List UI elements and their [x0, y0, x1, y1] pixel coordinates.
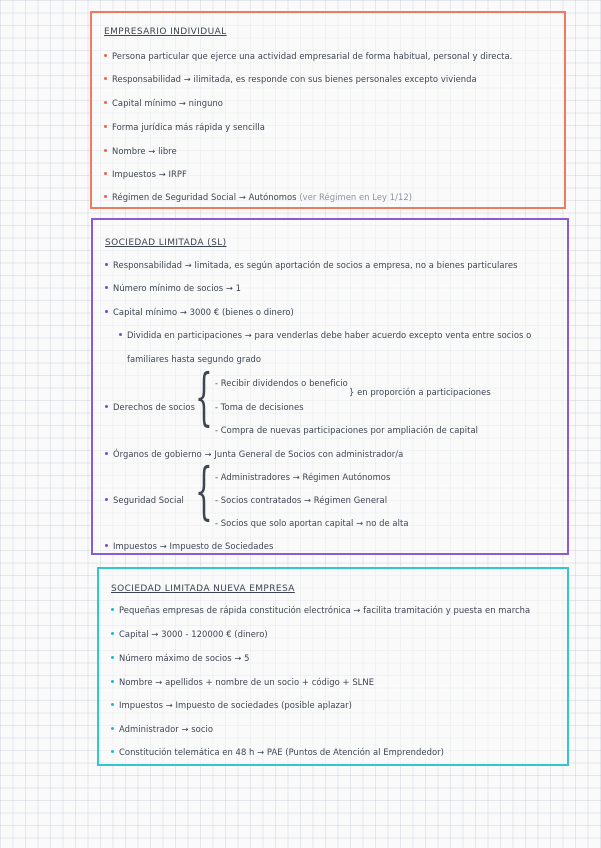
slne-item: Administrador → socio — [111, 724, 213, 734]
empresario-item: Responsabilidad → ilimitada, es responde con sus bienes personales excepto vivienda — [104, 74, 477, 84]
slne-item: Número máximo de socios → 5 — [111, 653, 250, 663]
empresario-note: (ver Régimen en Ley 1/12) — [299, 192, 413, 202]
empresario-item: Forma jurídica más rápida y sencilla — [104, 122, 265, 132]
slne-item: Nombre → apellidos + nombre de un socio + código + SLNE — [111, 677, 374, 687]
sl-item: Órganos de gobierno → Junta General de Socios con administrador/a — [105, 449, 403, 459]
slne-item: Impuestos → Impuesto de sociedades (posible aplazar) — [111, 700, 352, 710]
sl-subitem-continuation: familiares hasta segundo grado — [127, 354, 262, 364]
sl-ss-brace: { — [195, 454, 213, 527]
sl-derechos-option: - Toma de decisiones — [215, 402, 304, 412]
sl-item: Responsabilidad → limitada, es según aportación de socios a empresa, no a bienes particulares — [105, 260, 518, 270]
slne-item: Constitución telemática en 48 h → PAE (Puntos de Atención al Emprendedor) — [111, 747, 444, 757]
empresario-item: Régimen de Seguridad Social → Autónomos (ver Régimen en Ley 1/12) — [104, 192, 412, 202]
sl-derechos-option: - Compra de nuevas participaciones por ampliación de capital — [215, 425, 479, 435]
sl-title: SOCIEDAD LIMITADA (SL) — [105, 238, 227, 248]
sl-derechos-option: - Recibir dividendos o beneficio — [215, 378, 348, 388]
slne-section — [97, 567, 569, 766]
sl-item: Capital mínimo → 3000 € (bienes o dinero) — [105, 307, 294, 317]
sl-derechos-proporcion: } en proporción a participaciones — [349, 387, 491, 397]
empresario-item: Persona particular que ejerce una actividad empresarial de forma habitual, personal y directa. — [104, 51, 512, 61]
sl-item: Derechos de socios — [105, 402, 195, 412]
empresario-title: EMPRESARIO INDIVIDUAL — [104, 27, 227, 37]
slne-item: Pequeñas empresas de rápida constitución electrónica → facilita tramitación y puesta en marcha — [111, 605, 530, 615]
sl-section — [91, 218, 569, 555]
sl-item: Impuestos → Impuesto de Sociedades — [105, 541, 273, 551]
slne-item: Capital → 3000 - 120000 € (dinero) — [111, 629, 268, 639]
slne-title: SOCIEDAD LIMITADA NUEVA EMPRESA — [111, 584, 295, 594]
sl-derechos-brace: { — [195, 360, 213, 433]
empresario-section — [90, 11, 566, 209]
sl-ss-option: - Administradores → Régimen Autónomos — [215, 472, 391, 482]
empresario-item: Nombre → libre — [104, 146, 177, 156]
empresario-item: Capital mínimo → ninguno — [104, 98, 223, 108]
sl-ss-option: - Socios contratados → Régimen General — [215, 495, 388, 505]
sl-ss-option: - Socios que solo aportan capital → no de alta — [215, 518, 409, 528]
sl-subitem: Dividida en participaciones → para venderlas debe haber acuerdo excepto venta entre socios o — [119, 330, 531, 340]
sl-item: Número mínimo de socios → 1 — [105, 283, 241, 293]
empresario-item: Impuestos → IRPF — [104, 169, 187, 179]
sl-item: Seguridad Social — [105, 495, 184, 505]
